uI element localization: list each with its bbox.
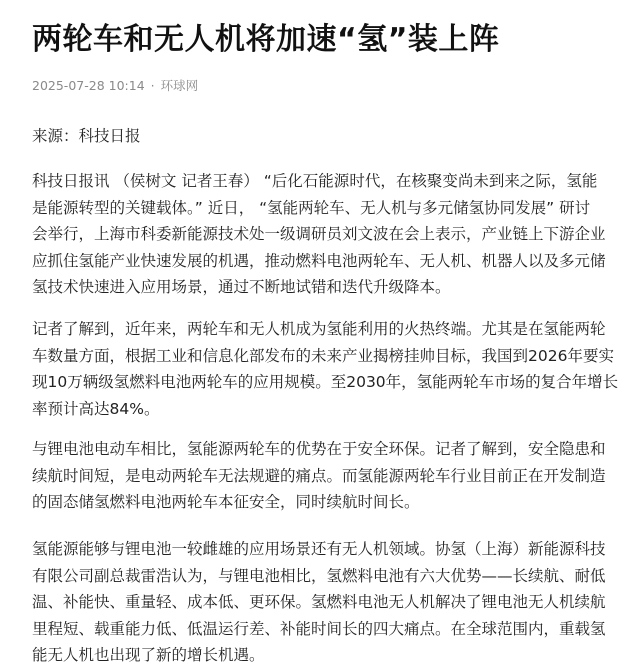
- paragraph-line: 续航时间短，是电动两轮车无法规避的痛点。而氢能源两轮车行业目前正在开发制造: [32, 466, 606, 485]
- paragraph-line: 率预计高达84%。: [32, 399, 160, 418]
- paragraph-line: 科技日报讯 （侯树文 记者王春） “后化石能源时代，在核聚变尚未到来之际，氢能: [32, 172, 598, 190]
- meta-separator: ·: [150, 78, 155, 93]
- paragraph: [32, 168, 632, 301]
- paragraph-line: 有限公司副总裁雷浩认为，与锂电池相比，氢燃料电池有六大优势——长续航、耐低: [32, 566, 606, 585]
- paragraph-line: 氢技术快速进入应用场景，通过不断地试错和迭代升级降本。: [32, 278, 451, 297]
- paragraph-line: 现10万辆级氢燃料电池两轮车的应用规模。至2030年，氢能两轮车市场的复合年增长: [32, 373, 619, 392]
- paragraph-line: 里程短、载重能力低、低温运行差、补能时间长的四大痛点。在全球范围内，重载氢: [32, 619, 606, 638]
- paragraph-line: 氢能源能够与锂电池一较雌雄的应用场景还有无人机领域。协氢（上海）新能源科技: [32, 540, 606, 558]
- paragraph-line: 车数量方面，根据工业和信息化部发布的未来产业揭榜挂帅目标，我国到2026年要实: [32, 346, 614, 365]
- article-source: 来源：科技日报: [32, 127, 141, 145]
- article-meta: [32, 77, 198, 95]
- paragraph: [32, 536, 632, 669]
- paragraph-line: 是能源转型的关键载体。” 近日， “氢能两轮车、无人机与多元储氢协同发展” 研讨: [32, 198, 591, 217]
- paragraph-line: 的固态储氢燃料电池两轮车本征安全，同时续航时间长。: [32, 493, 420, 512]
- paragraph-line: 会举行，上海市科委新能源技术处一级调研员刘文波在会上表示，产业链上下游企业: [32, 225, 606, 244]
- paragraph-line: 应抓住氢能产业快速发展的机遇，推动燃料电池两轮车、无人机、机器人以及多元储: [32, 251, 606, 270]
- paragraph: [32, 316, 632, 422]
- paragraph-line: 与锂电池电动车相比，氢能源两轮车的优势在于安全环保。记者了解到，安全隐患和: [32, 440, 606, 458]
- publisher-link[interactable]: 环球网: [160, 78, 199, 93]
- publish-date: 2025-07-28 10:14: [32, 78, 145, 93]
- paragraph: [32, 436, 632, 516]
- paragraph-line: 能无人机也出现了新的增长机遇。: [32, 646, 265, 665]
- paragraph-line: 温、补能快、重量轻、成本低、更环保。氢燃料电池无人机解决了锂电池无人机续航: [32, 593, 606, 612]
- article-title: 两轮车和无人机将加速“氢”装上阵: [32, 22, 500, 57]
- paragraph-line: 记者了解到，近年来，两轮车和无人机成为氢能利用的火热终端。尤其是在氢能两轮: [32, 320, 606, 338]
